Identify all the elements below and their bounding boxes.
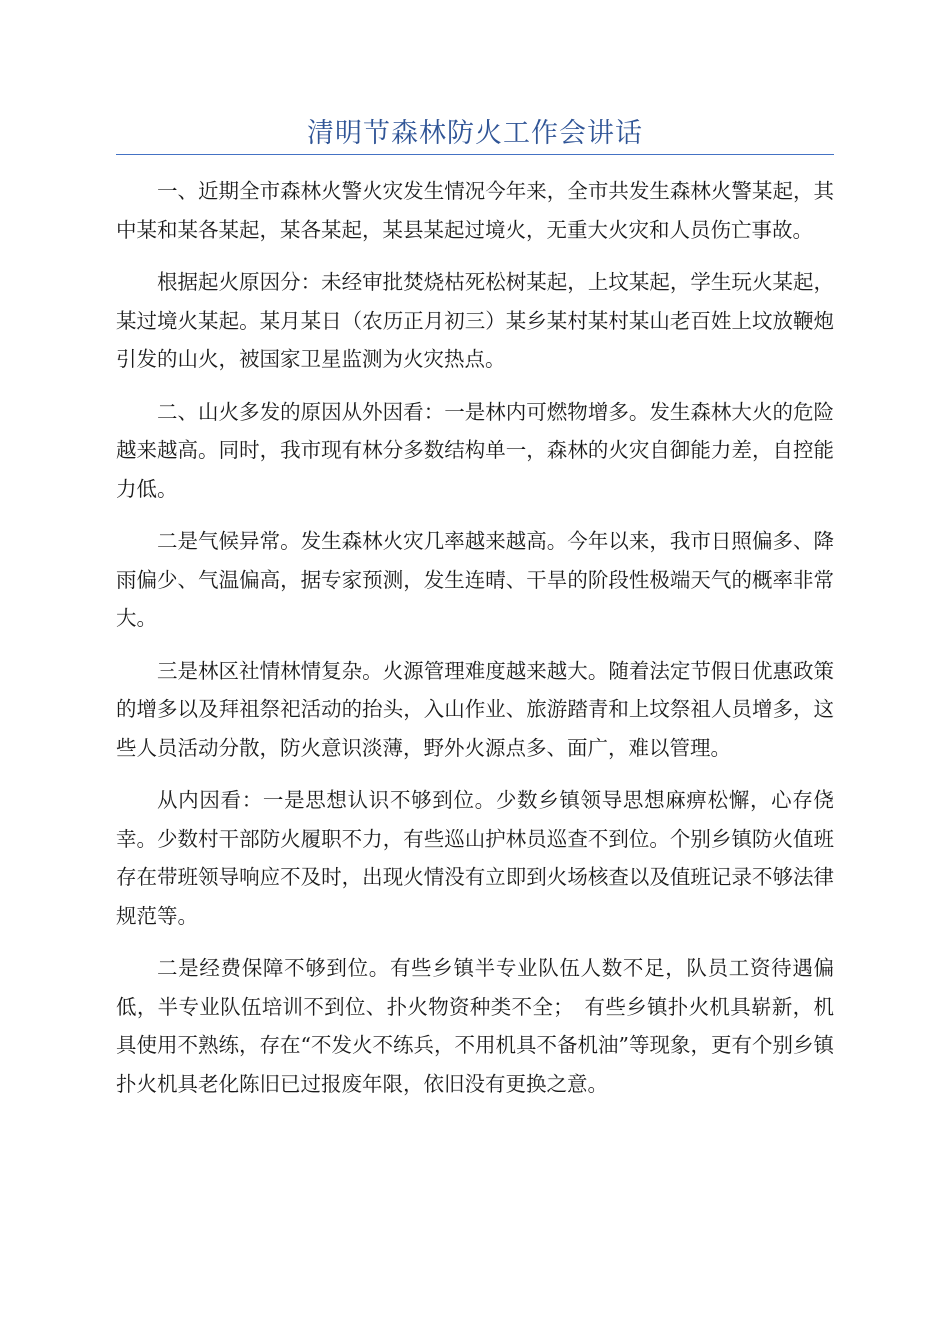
document-body: [116, 172, 834, 1117]
paragraph: 根据起火原因分：未经审批焚烧枯死松树某起，上坟某起，学生玩火某起，某过境火某起。某月某日（农历正月初三）某乡某村某村某山老百姓上坟放鞭炮引发的山火，被国家卫星监测为火灾热点。: [116, 270, 834, 371]
paragraph: 一、近期全市森林火警火灾发生情况今年来，全市共发生森林火警某起，其中某和某各某起，某各某起，某县某起过境火，无重大火灾和人员伤亡事故。: [116, 179, 834, 242]
paragraph: 二、山火多发的原因从外因看：一是林内可燃物增多。发生森林大火的危险越来越高。同时，我市现有林分多数结构单一，森林的火灾自御能力差，自控能力低。: [116, 399, 834, 501]
document-title: 清明节森林防火工作会讲话: [307, 118, 643, 149]
paragraph: 三是林区社情林情复杂。火源管理难度越来越大。随着法定节假日优惠政策的增多以及拜祖祭祀活动的抬头，入山作业、旅游踏青和上坟祭祖人员增多，这些人员活动分散，防火意识淡薄，野外火源点多、面广，难以管理。: [116, 658, 834, 760]
paragraph: 从内因看：一是思想认识不够到位。少数乡镇领导思想麻痹松懈，心存侥幸。少数村干部防火履职不力，有些巡山护林员巡查不到位。个别乡镇防火值班存在带班领导响应不及时，出现火情没有立即到火场核查以及值班记录不够法律规范等。: [116, 788, 834, 928]
paragraph: 二是经费保障不够到位。有些乡镇半专业队伍人数不足，队员工资待遇偏低，半专业队伍培训不到位、扑火物资种类不全； 有些乡镇扑火机具崭新，机具使用不熟练，存在“不发火不练兵，不用机具不备机油”等现象，更有个别乡镇扑火机具老化陈旧已过报废年限，依旧没有更换之意。: [116, 956, 834, 1096]
paragraph: 二是气候异常。发生森林火灾几率越来越高。今年以来，我市日照偏多、降雨偏少、气温偏高，据专家预测，发生连晴、干旱的阶段性极端天气的概率非常大。: [116, 529, 834, 630]
title-underline: [116, 154, 834, 155]
